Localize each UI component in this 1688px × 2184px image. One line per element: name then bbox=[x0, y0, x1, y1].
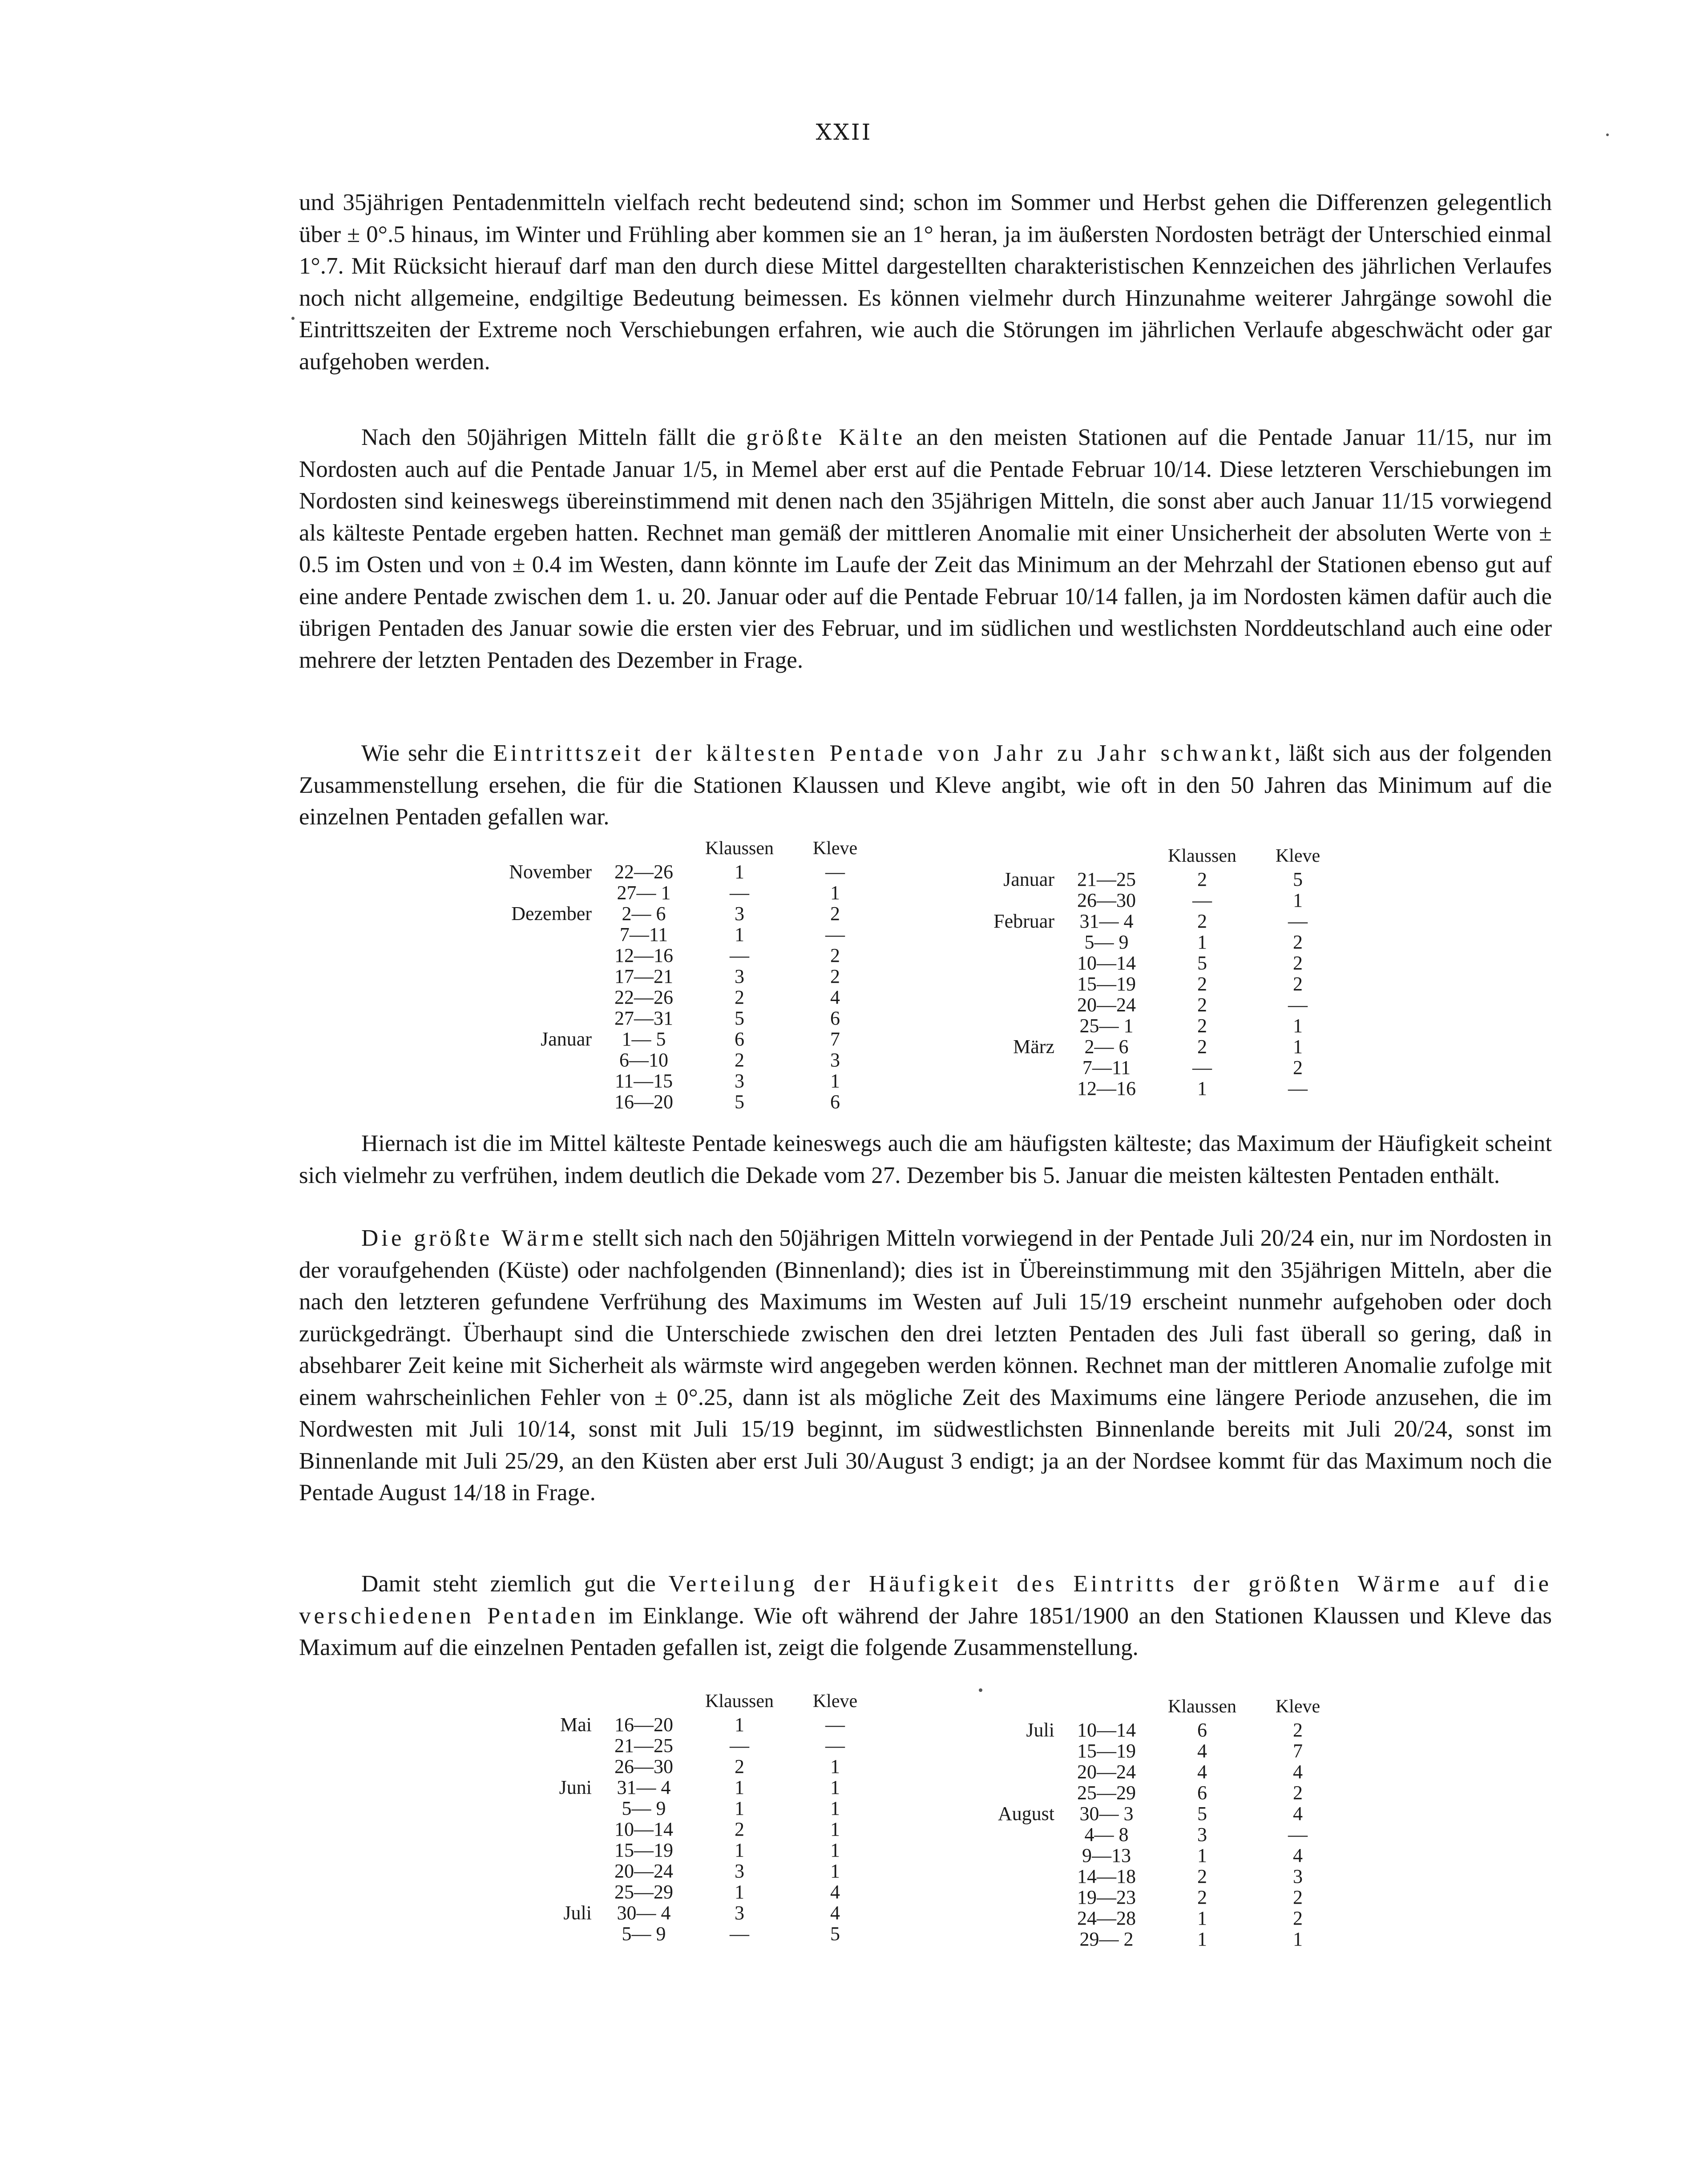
kleve-cell: 4 bbox=[1293, 1803, 1303, 1825]
paragraph-5-text: stellt sich nach den 50jährigen Mitteln vorwiegend in der Pentade Juli 20/24 ein, nur im Nordosten in der voraufgehenden (Küste) oder nachfolgenden (Binnenland); dies ist in Übereinstimmung mit den 35jährigen Mitteln, aber die nach den letzteren gefundene Verfrühung des Maximums im Westen auf Juli 15/19 erscheint nunmehr aufgehoben oder doch zurückgedrängt. Überhaupt sind die Unterschiede zwischen den drei letzten Pentaden des Juli fast überall so gering, daß in absehbarer Zeit keine mit Sicherheit als wärmste wird angegeben werden können. Rechnet man der mittleren Anomalie zufolge mit einem wahrscheinlichen Fehler von ± 0°.25, dann ist als mögliche Zeit des Maximums eine längere Periode anzusehen, die im Nordwesten mit Juli 10/14, sonst mit Juli 15/19 beginnt, im südwestlichsten Binnenlande bereits mit Juli 20/24, sonst im Binnenlande mit Juli 25/29, an den Küsten aber erst Juli 30/August 3 endigt; ja an der Nordsee kommt für das Maximum noch die Pentade August 14/18 in Frage. bbox=[299, 1225, 1552, 1506]
klaussen-cell: 1 bbox=[1197, 1928, 1207, 1950]
cold-table-right-body bbox=[961, 869, 1345, 1099]
klaussen-cell: 3 bbox=[735, 1860, 744, 1882]
pentade-cell: 21—25 bbox=[1077, 868, 1136, 890]
month-cell bbox=[498, 1861, 597, 1881]
month-cell bbox=[498, 1798, 597, 1819]
month-cell bbox=[498, 924, 597, 945]
klaussen-cell: 2 bbox=[735, 1049, 744, 1071]
month-cell bbox=[961, 932, 1060, 953]
kleve-cell: 1 bbox=[830, 1839, 840, 1861]
pentade-cell: 27—31 bbox=[614, 1007, 673, 1029]
month-cell: Januar bbox=[1003, 868, 1054, 890]
month-cell bbox=[961, 1929, 1060, 1950]
pentade-cell: 5— 9 bbox=[622, 1797, 666, 1819]
month-cell bbox=[498, 882, 597, 903]
klaussen-cell: 5 bbox=[1197, 1803, 1207, 1825]
table-row bbox=[961, 1720, 1345, 1740]
pentade-cell: 7—11 bbox=[1082, 1057, 1131, 1078]
table-row bbox=[498, 1091, 882, 1112]
paragraph-1: und 35jährigen Pentadenmitteln vielfach recht bedeutend sind; schon im Sommer und Herbst gehen die Differenzen gelegentlich über ± 0°.5 hinaus, im Winter und Frühling aber kommen sie an 1° heran, ja im äußersten Nordosten beträgt der Unterschied einmal 1°.7. Mit Rücksicht hierauf darf man den durch diese Mittel dargestellten charakteristischen Kennzeichen des jährlichen Verlaufes noch nicht allgemeine, endgiltige Bedeutung beimessen. Es können vielmehr durch Hinzunahme weiterer Jahrgänge sowohl die Eintrittszeiten der Extreme noch Verschiebungen erfahren, wie auch die Störungen im jährlichen Verlaufe abgeschwächt oder gar aufgehoben werden. bbox=[299, 190, 1552, 375]
paragraph-3-emphasis: Eintrittszeit der kältesten Pentade von Jahr zu Jahr schwankt bbox=[493, 740, 1275, 766]
paragraph-5-emphasis: Die größte Wärme bbox=[361, 1225, 587, 1251]
table-row bbox=[498, 1008, 882, 1029]
kleve-cell: 2 bbox=[1293, 952, 1303, 974]
klaussen-cell: 3 bbox=[735, 1902, 744, 1924]
pentade-cell: 30— 4 bbox=[617, 1902, 671, 1924]
klaussen-cell: 5 bbox=[735, 1091, 744, 1113]
pentade-cell: 15—19 bbox=[1077, 973, 1136, 995]
month-cell bbox=[498, 1881, 597, 1902]
pentade-cell: 21—25 bbox=[614, 1735, 673, 1756]
month-cell: Juli bbox=[1026, 1719, 1054, 1741]
table-row bbox=[498, 1735, 882, 1756]
paragraph-intro-warm-table bbox=[299, 1568, 1552, 1664]
month-cell bbox=[498, 1070, 597, 1091]
klaussen-cell: 2 bbox=[735, 986, 744, 1008]
kleve-cell: 1 bbox=[1293, 1036, 1303, 1058]
month-cell bbox=[961, 890, 1060, 911]
kleve-cell: 2 bbox=[1293, 931, 1303, 953]
klaussen-cell: 4 bbox=[1197, 1761, 1207, 1783]
pentade-cell: 30— 3 bbox=[1079, 1803, 1134, 1825]
month-cell bbox=[498, 1756, 597, 1777]
month-cell: Juli bbox=[563, 1902, 592, 1924]
col-header-klaussen: Klaussen bbox=[1168, 846, 1236, 866]
klaussen-cell: 2 bbox=[735, 1756, 744, 1777]
table-row bbox=[961, 1845, 1345, 1866]
warm-table-left bbox=[498, 1688, 882, 1944]
pentade-cell: 25—29 bbox=[614, 1881, 673, 1903]
table-row bbox=[498, 1714, 882, 1735]
klaussen-cell: 2 bbox=[1197, 1865, 1207, 1887]
kleve-cell: 2 bbox=[830, 903, 840, 924]
pentade-cell: 1— 5 bbox=[622, 1028, 666, 1050]
klaussen-cell: 1 bbox=[735, 1881, 744, 1903]
month-cell: Januar bbox=[541, 1028, 592, 1050]
month-cell: Mai bbox=[560, 1714, 592, 1736]
kleve-cell: — bbox=[825, 861, 845, 883]
kleve-cell: 2 bbox=[1293, 1057, 1303, 1078]
klaussen-cell: 2 bbox=[735, 1818, 744, 1840]
pentade-cell: 17—21 bbox=[614, 965, 673, 987]
col-header-klaussen: Klaussen bbox=[705, 838, 774, 859]
table-row bbox=[961, 911, 1345, 932]
warm-table-right-body bbox=[961, 1720, 1345, 1950]
pentade-cell: 20—24 bbox=[614, 1860, 673, 1882]
table-row bbox=[498, 903, 882, 924]
table-row bbox=[961, 1036, 1345, 1057]
month-cell bbox=[961, 1782, 1060, 1803]
kleve-cell: 6 bbox=[830, 1091, 840, 1113]
kleve-cell: 6 bbox=[830, 1007, 840, 1029]
klaussen-cell: 2 bbox=[1197, 1886, 1207, 1908]
table-row bbox=[961, 953, 1345, 973]
pentade-cell: 16—20 bbox=[614, 1091, 673, 1113]
kleve-cell: 1 bbox=[830, 1860, 840, 1882]
kleve-cell: 4 bbox=[1293, 1761, 1303, 1783]
col-header-kleve: Kleve bbox=[812, 1691, 858, 1712]
pentade-cell: 25— 1 bbox=[1079, 1015, 1134, 1037]
month-cell bbox=[961, 1908, 1060, 1929]
table-row bbox=[498, 882, 882, 903]
table-row bbox=[498, 1861, 882, 1881]
pentade-cell: 4— 8 bbox=[1084, 1824, 1129, 1845]
kleve-cell: — bbox=[825, 1714, 845, 1736]
kleve-cell: 7 bbox=[1293, 1740, 1303, 1762]
klaussen-cell: 3 bbox=[735, 1070, 744, 1092]
paragraph-2-text-b: an den meisten Stationen auf die Pentade Januar 11/15, nur im Nordosten auch auf die Pentade Januar 1/5, in Memel aber erst auf die Pentade Februar 10/14. Diese letzteren Verschiebungen im Nordosten sind keineswegs übereinstimmend mit denen nach den 35jährigen Mitteln, die sonst aber auch Januar 11/15 vorwiegend als kälteste Pentade ergeben hatten. Rechnet man gemäß der mittleren Anomalie mit einer Unsicherheit der absoluten Werte von ± 0.5 im Osten und von ± 0.4 im Westen, dann könnte im Laufe der Zeit das Minimum an der Mehrzahl der Stationen ebenso gut auf eine andere Pentade zwischen dem 1. u. 20. Januar oder auf die Pentade Februar 10/14 fallen, ja im Nordosten kämen dafür auch die übrigen Pentaden des Januar sowie die ersten vier des Februar, und im südlichen und westlichsten Norddeutschland auch eine oder mehrere der letzten Pentaden des Dezember in Frage. bbox=[299, 424, 1552, 673]
paragraph-intro-cold-table bbox=[299, 738, 1552, 833]
klaussen-cell: 2 bbox=[1197, 910, 1207, 932]
klaussen-cell: 2 bbox=[1197, 994, 1207, 1016]
klaussen-cell: 1 bbox=[735, 1776, 744, 1798]
month-cell bbox=[961, 994, 1060, 1015]
month-cell bbox=[961, 973, 1060, 994]
pentade-cell: 26—30 bbox=[1077, 889, 1136, 911]
kleve-cell: 5 bbox=[1293, 868, 1303, 890]
kleve-cell: 2 bbox=[1293, 1886, 1303, 1908]
paragraph-5 bbox=[299, 1223, 1552, 1509]
pentade-cell: 15—19 bbox=[1077, 1740, 1136, 1762]
month-cell bbox=[961, 953, 1060, 973]
pentade-cell: 31— 4 bbox=[1079, 910, 1134, 932]
page-number: XXII bbox=[816, 119, 872, 145]
klaussen-cell: 1 bbox=[735, 1714, 744, 1736]
paragraph-2 bbox=[299, 422, 1552, 676]
pentade-cell: 25—29 bbox=[1077, 1782, 1136, 1804]
table-row bbox=[498, 1923, 882, 1944]
pentade-cell: 16—20 bbox=[614, 1714, 673, 1736]
pentade-cell: 12—16 bbox=[1077, 1078, 1136, 1099]
pentade-cell: 22—26 bbox=[614, 986, 673, 1008]
kleve-cell: 2 bbox=[1293, 1719, 1303, 1741]
paragraph-continuation bbox=[299, 187, 1552, 378]
klaussen-cell: 1 bbox=[735, 1797, 744, 1819]
kleve-cell: 1 bbox=[830, 1070, 840, 1092]
month-cell bbox=[961, 1887, 1060, 1908]
month-cell bbox=[961, 1015, 1060, 1036]
month-cell: Dezember bbox=[511, 903, 592, 924]
kleve-cell: 1 bbox=[830, 882, 840, 904]
pentade-cell: 14—18 bbox=[1077, 1865, 1136, 1887]
pentade-cell: 11—15 bbox=[614, 1070, 673, 1092]
cold-table-right bbox=[961, 843, 1345, 1099]
klaussen-cell: — bbox=[730, 945, 749, 966]
scan-speck bbox=[979, 1688, 982, 1692]
table-row bbox=[498, 1756, 882, 1777]
pentade-cell: 15—19 bbox=[614, 1839, 673, 1861]
pentade-cell: 12—16 bbox=[614, 945, 673, 966]
table-row bbox=[961, 1824, 1345, 1845]
pentade-cell: 27— 1 bbox=[617, 882, 671, 904]
col-header-klaussen: Klaussen bbox=[1168, 1696, 1236, 1717]
klaussen-cell: 3 bbox=[1197, 1824, 1207, 1845]
paragraph-6-text-b: im Einklange. Wie oft während der Jahre 1851/1900 an den Stationen Klaussen und Kleve das Maximum auf die einzelnen Pentaden gefallen ist, zeigt die folgende Zusammenstellung. bbox=[299, 1603, 1552, 1660]
pentade-cell: 9—13 bbox=[1082, 1845, 1131, 1866]
month-cell: November bbox=[509, 861, 592, 883]
month-cell: Juni bbox=[559, 1776, 592, 1798]
table-row bbox=[498, 1070, 882, 1091]
month-cell bbox=[498, 1819, 597, 1840]
kleve-cell: 1 bbox=[1293, 1928, 1303, 1950]
klaussen-cell: 5 bbox=[1197, 952, 1207, 974]
paragraph-3-text-b: , läßt sich aus der folgenden Zusammenstellung ersehen, die für die Stationen Klaussen und Kleve angibt, wie oft in den 50 Jahren das Minimum auf die einzelnen Pentaden gefallen war. bbox=[299, 740, 1552, 830]
kleve-cell: 2 bbox=[830, 945, 840, 966]
table-row bbox=[961, 1908, 1345, 1929]
table-row bbox=[961, 1929, 1345, 1950]
kleve-cell: 2 bbox=[830, 965, 840, 987]
klaussen-cell: 4 bbox=[1197, 1740, 1207, 1762]
pentade-cell: 19—23 bbox=[1077, 1886, 1136, 1908]
klaussen-cell: — bbox=[1192, 889, 1212, 911]
cold-table-left bbox=[498, 836, 882, 1112]
kleve-cell: 4 bbox=[830, 1881, 840, 1903]
paragraph-2-emphasis: größte Kälte bbox=[746, 424, 906, 450]
table-row bbox=[961, 973, 1345, 994]
paragraph-6-emphasis: Verteilung der Häufigkeit des Eintritts der größten Wärme auf die verschiedenen Pentaden bbox=[299, 1571, 1552, 1629]
paragraph-6 bbox=[299, 1568, 1552, 1664]
kleve-cell: 1 bbox=[830, 1797, 840, 1819]
pentade-cell: 2— 6 bbox=[1084, 1036, 1129, 1058]
table-row bbox=[498, 945, 882, 966]
table-row bbox=[961, 1782, 1345, 1803]
table-row bbox=[498, 1798, 882, 1819]
kleve-cell: 1 bbox=[1293, 1015, 1303, 1037]
klaussen-cell: 2 bbox=[1197, 973, 1207, 995]
klaussen-cell: 2 bbox=[1197, 868, 1207, 890]
table-row bbox=[961, 1761, 1345, 1782]
table-row bbox=[498, 1840, 882, 1861]
table-row bbox=[498, 1902, 882, 1923]
table-row bbox=[498, 1050, 882, 1070]
table-row bbox=[961, 1057, 1345, 1078]
klaussen-cell: 6 bbox=[735, 1028, 744, 1050]
kleve-cell: 2 bbox=[1293, 1907, 1303, 1929]
table-row bbox=[498, 861, 882, 882]
pentade-cell: 31— 4 bbox=[617, 1776, 671, 1798]
col-header-kleve: Kleve bbox=[1275, 846, 1321, 866]
kleve-cell: 5 bbox=[830, 1923, 840, 1945]
col-header-kleve: Kleve bbox=[812, 838, 858, 859]
pentade-cell: 10—14 bbox=[1077, 952, 1136, 974]
pentade-cell: 5— 9 bbox=[1084, 931, 1129, 953]
scan-speck bbox=[291, 317, 295, 320]
table-row bbox=[961, 869, 1345, 890]
month-cell bbox=[961, 1761, 1060, 1782]
klaussen-cell: — bbox=[1192, 1057, 1212, 1078]
month-cell bbox=[498, 1091, 597, 1112]
table-row bbox=[498, 1819, 882, 1840]
table-row bbox=[961, 890, 1345, 911]
kleve-cell: 3 bbox=[1293, 1865, 1303, 1887]
pentade-cell: 20—24 bbox=[1077, 1761, 1136, 1783]
paragraph-coldest-block bbox=[299, 422, 1552, 676]
table-row bbox=[498, 1029, 882, 1050]
klaussen-cell: 1 bbox=[1197, 931, 1207, 953]
table-row bbox=[961, 1078, 1345, 1099]
paragraph-6-text-a: Damit steht ziemlich gut die bbox=[361, 1571, 669, 1597]
kleve-cell: 1 bbox=[830, 1776, 840, 1798]
warm-table-left-body bbox=[498, 1714, 882, 1944]
pentade-cell: 2— 6 bbox=[622, 903, 666, 924]
month-cell bbox=[498, 966, 597, 987]
kleve-cell: 2 bbox=[1293, 973, 1303, 995]
table-row bbox=[961, 1803, 1345, 1824]
pentade-cell: 29— 2 bbox=[1079, 1928, 1134, 1950]
table-row bbox=[498, 987, 882, 1008]
kleve-cell: 4 bbox=[1293, 1845, 1303, 1866]
kleve-cell: 1 bbox=[830, 1756, 840, 1777]
kleve-cell: — bbox=[1288, 994, 1308, 1016]
klaussen-cell: 1 bbox=[1197, 1078, 1207, 1099]
kleve-cell: — bbox=[825, 924, 845, 945]
month-cell bbox=[961, 1740, 1060, 1761]
month-cell: März bbox=[1013, 1036, 1054, 1058]
klaussen-cell: 1 bbox=[735, 924, 744, 945]
pentade-cell: 22—26 bbox=[614, 861, 673, 883]
klaussen-cell: 2 bbox=[1197, 1036, 1207, 1058]
kleve-cell: 4 bbox=[830, 986, 840, 1008]
paragraph-after-cold-table bbox=[299, 1128, 1552, 1191]
klaussen-cell: 1 bbox=[735, 861, 744, 883]
pentade-cell: 24—28 bbox=[1077, 1907, 1136, 1929]
klaussen-cell: — bbox=[730, 1923, 749, 1945]
pentade-cell: 10—14 bbox=[1077, 1719, 1136, 1741]
pentade-cell: 26—30 bbox=[614, 1756, 673, 1777]
month-cell bbox=[961, 1824, 1060, 1845]
kleve-cell: 7 bbox=[830, 1028, 840, 1050]
month-cell bbox=[498, 1840, 597, 1861]
table-row bbox=[961, 932, 1345, 953]
kleve-cell: — bbox=[825, 1735, 845, 1756]
month-cell bbox=[498, 1050, 597, 1070]
pentade-cell: 5— 9 bbox=[622, 1923, 666, 1945]
table-row bbox=[498, 1881, 882, 1902]
kleve-cell: 1 bbox=[830, 1818, 840, 1840]
paragraph-warmest-block bbox=[299, 1223, 1552, 1509]
kleve-cell: 1 bbox=[1293, 889, 1303, 911]
month-cell bbox=[498, 945, 597, 966]
paragraph-2-text-a: Nach den 50jährigen Mitteln fällt die bbox=[361, 424, 747, 450]
pentade-cell: 7—11 bbox=[619, 924, 668, 945]
table-row bbox=[961, 1866, 1345, 1887]
table-row bbox=[961, 1740, 1345, 1761]
paragraph-3 bbox=[299, 738, 1552, 833]
warm-table-right bbox=[961, 1694, 1345, 1950]
klaussen-cell: 1 bbox=[1197, 1907, 1207, 1929]
cold-table-left-body bbox=[498, 861, 882, 1112]
scan-speck bbox=[1606, 133, 1609, 136]
pentade-cell: 20—24 bbox=[1077, 994, 1136, 1016]
col-header-klaussen: Klaussen bbox=[705, 1691, 774, 1712]
col-header-kleve: Kleve bbox=[1275, 1696, 1321, 1717]
table-row bbox=[961, 1015, 1345, 1036]
month-cell bbox=[961, 1078, 1060, 1099]
month-cell: August bbox=[997, 1803, 1054, 1825]
table-row bbox=[498, 924, 882, 945]
klaussen-cell: 1 bbox=[735, 1839, 744, 1861]
month-cell bbox=[961, 1866, 1060, 1887]
klaussen-cell: 6 bbox=[1197, 1719, 1207, 1741]
table-row bbox=[498, 1777, 882, 1798]
klaussen-cell: 3 bbox=[735, 965, 744, 987]
month-cell bbox=[498, 1735, 597, 1756]
kleve-cell: — bbox=[1288, 1824, 1308, 1845]
month-cell bbox=[961, 1845, 1060, 1866]
kleve-cell: 2 bbox=[1293, 1782, 1303, 1804]
paragraph-4: Hiernach ist die im Mittel kälteste Pentade keineswegs auch die am häufigsten kälteste; das Maximum der Häufigkeit scheint sich vielmehr zu verfrühen, indem deutlich die Dekade vom 27. Dezember bis 5. Januar die meisten kältesten Pentaden enthält. bbox=[299, 1130, 1552, 1188]
table-row bbox=[961, 1887, 1345, 1908]
month-cell: Februar bbox=[993, 910, 1054, 932]
month-cell bbox=[498, 1008, 597, 1029]
klaussen-cell: — bbox=[730, 882, 749, 904]
klaussen-cell: 2 bbox=[1197, 1015, 1207, 1037]
pentade-cell: 6—10 bbox=[619, 1049, 668, 1071]
klaussen-cell: 6 bbox=[1197, 1782, 1207, 1804]
kleve-cell: 4 bbox=[830, 1902, 840, 1924]
klaussen-cell: 5 bbox=[735, 1007, 744, 1029]
klaussen-cell: — bbox=[730, 1735, 749, 1756]
klaussen-cell: 1 bbox=[1197, 1845, 1207, 1866]
klaussen-cell: 3 bbox=[735, 903, 744, 924]
paragraph-3-text-a: Wie sehr die bbox=[361, 740, 493, 766]
month-cell bbox=[498, 987, 597, 1008]
kleve-cell: 3 bbox=[830, 1049, 840, 1071]
kleve-cell: — bbox=[1288, 1078, 1308, 1099]
month-cell bbox=[498, 1923, 597, 1944]
table-row bbox=[961, 994, 1345, 1015]
pentade-cell: 10—14 bbox=[614, 1818, 673, 1840]
kleve-cell: — bbox=[1288, 910, 1308, 932]
month-cell bbox=[961, 1057, 1060, 1078]
table-row bbox=[498, 966, 882, 987]
